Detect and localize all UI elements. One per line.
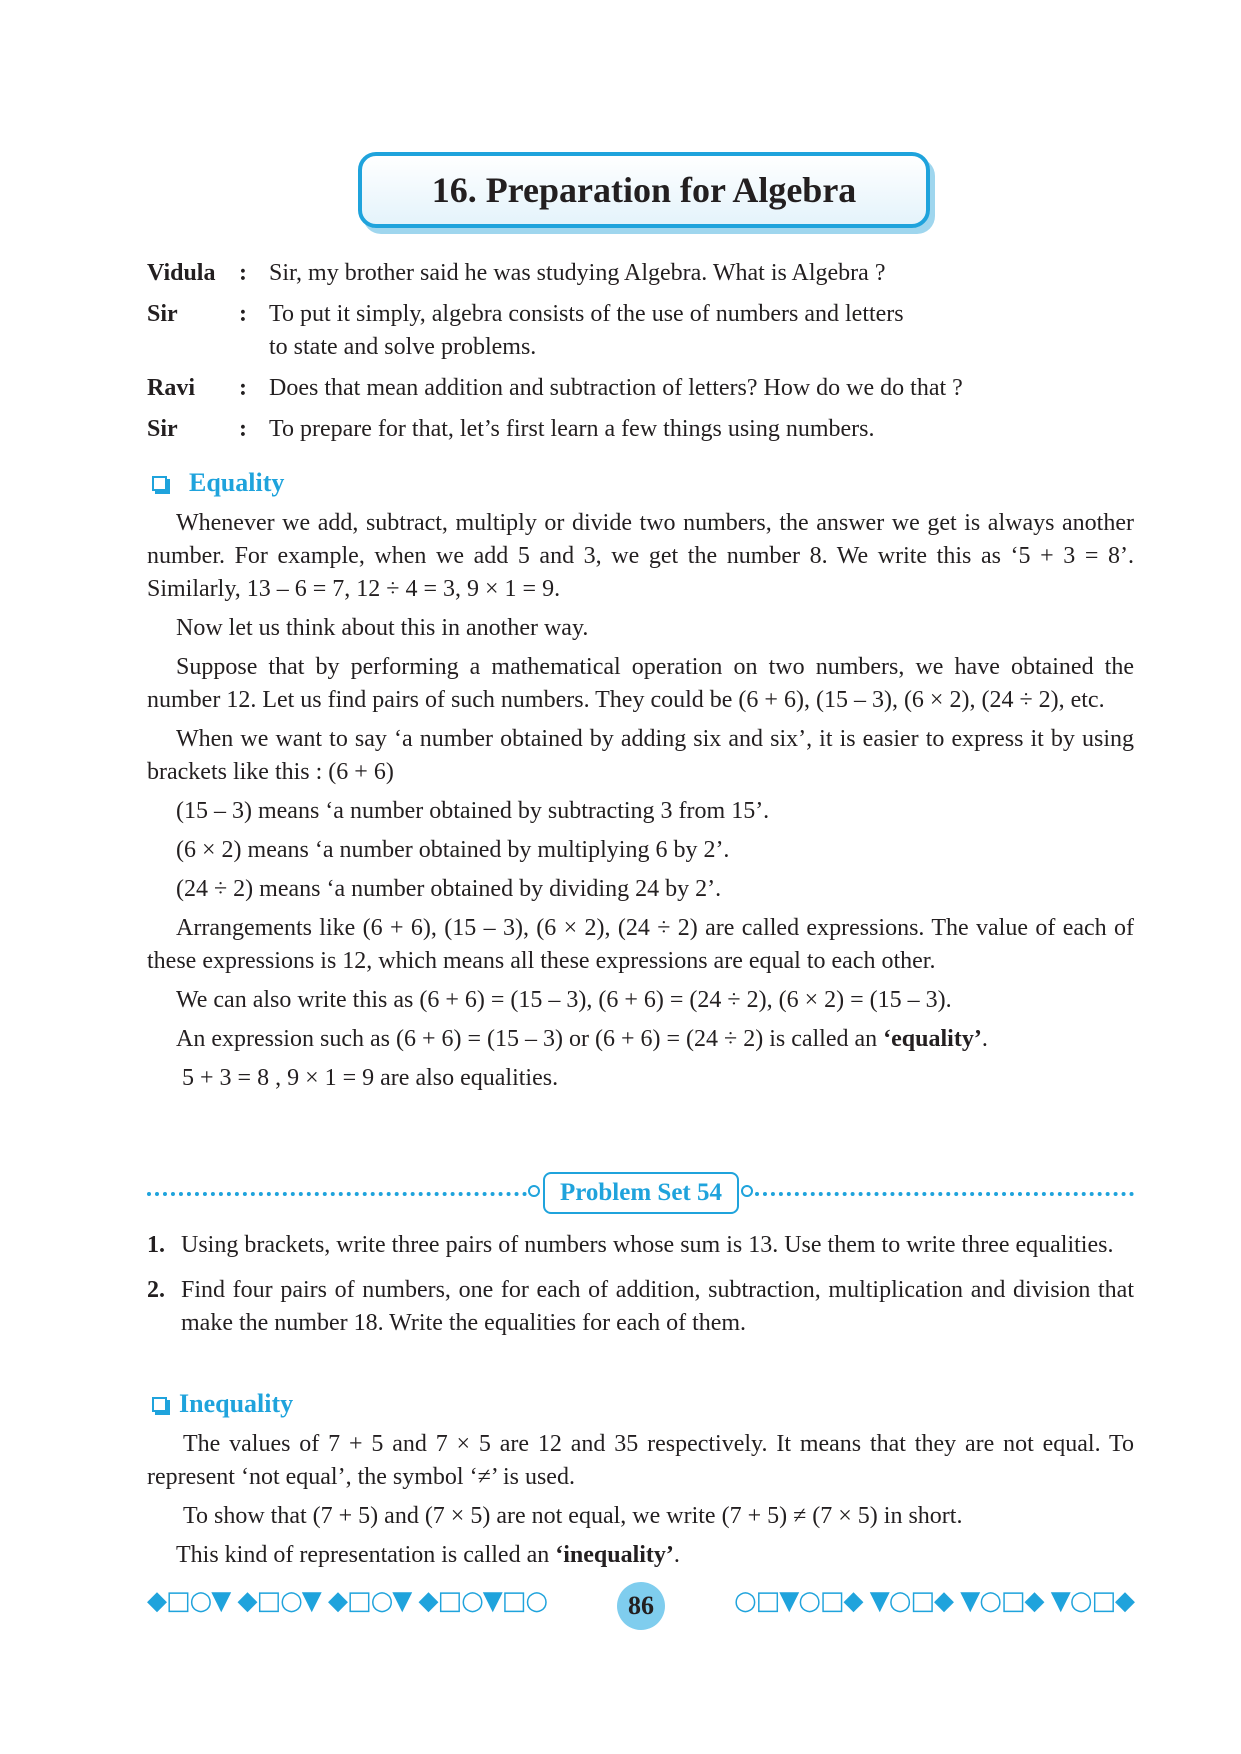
- speaker-colon: :: [239, 416, 247, 442]
- speaker-name: Sir: [147, 301, 178, 327]
- ring-icon: [528, 1185, 540, 1197]
- problem-set-banner: [147, 1172, 1134, 1216]
- dialogue: [147, 257, 1097, 454]
- paragraph: [147, 1539, 1134, 1572]
- problem-set-label: Problem Set 54: [559, 1179, 722, 1206]
- dialogue-line-part: to state and solve problems.: [269, 334, 537, 360]
- problem-item: [147, 1274, 1134, 1340]
- paragraph: [147, 1023, 1134, 1056]
- chapter-title: 16. Preparation for Algebra: [431, 170, 857, 210]
- paragraph: (15 – 3) means ‘a number obtained by subtracting 3 from 15’.: [176, 798, 770, 824]
- problem-item: [147, 1229, 1134, 1262]
- dialogue-row: [147, 257, 1097, 290]
- speaker-name: Ravi: [147, 375, 195, 401]
- paragraph: To show that (7 + 5) and (7 × 5) are not equal, we write (7 + 5) ≠ (7 × 5) in short.: [183, 1503, 963, 1529]
- paragraph: We can also write this as (6 + 6) = (15 – 3), (6 + 6) = (24 ÷ 2), (6 × 2) = (15 – 3).: [176, 987, 952, 1013]
- problem-number: 2.: [147, 1277, 165, 1303]
- text-run: This kind of representation is called an: [176, 1542, 556, 1568]
- problem-text: Find four pairs of numbers, one for each of addition, subtraction, multiplication and division that make the number 18. Write the equalities for each of them.: [181, 1277, 1134, 1336]
- speaker-colon: :: [239, 301, 247, 327]
- dotted-rule-left: [147, 1192, 527, 1196]
- chapter-title-box: [358, 152, 930, 228]
- section-heading-text: Equality: [189, 468, 285, 497]
- dialogue-line: Sir, my brother said he was studying Algebra. What is Algebra ?: [269, 260, 886, 286]
- dialogue-line-part: To put it simply, algebra consists of the use of numbers and letters: [269, 301, 904, 327]
- page-footer: [147, 1582, 1134, 1630]
- page-number: 86: [628, 1591, 654, 1620]
- text-run: An expression such as (6 + 6) = (15 – 3) or (6 + 6) = (24 ÷ 2) is called an: [176, 1026, 884, 1052]
- speaker-colon: :: [239, 375, 247, 401]
- paragraph: (24 ÷ 2) means ‘a number obtained by dividing 24 by 2’.: [176, 876, 722, 902]
- speaker-name: Vidula: [147, 260, 216, 286]
- section-heading-text: Inequality: [179, 1389, 294, 1418]
- text-run: .: [981, 1026, 988, 1052]
- dialogue-line: To prepare for that, let’s first learn a few things using numbers.: [269, 416, 875, 442]
- section-heading-equality: [150, 468, 284, 498]
- key-term: ‘equality’: [883, 1026, 982, 1052]
- section-heading-inequality: [150, 1389, 293, 1419]
- dialogue-line: [269, 298, 1097, 364]
- footer-ornament-right: ○□▼○□◆ ▼○□◆ ▼○□◆ ▼○□◆: [733, 1586, 1134, 1616]
- page-number-badge: [617, 1582, 665, 1630]
- paragraph: Whenever we add, subtract, multiply or divide two numbers, the answer we get is always another number. For example, when we add 5 and 3, we get the number 8. We write this as ‘5 + 3 = 8’. Similarly, 13 – 6 = 7, 12 ÷ 4 = 3, 9 × 1 = 9.: [147, 510, 1134, 602]
- dialogue-row: [147, 372, 1097, 405]
- dialogue-row: [147, 413, 1097, 446]
- ring-icon: [741, 1185, 753, 1197]
- problem-text: Using brackets, write three pairs of numbers whose sum is 13. Use them to write three equalities.: [181, 1232, 1114, 1258]
- problem-list: [147, 1229, 1134, 1352]
- square-bullet-icon: [152, 1397, 167, 1412]
- dialogue-line: Does that mean addition and subtraction of letters? How do we do that ?: [269, 375, 963, 401]
- paragraph: Suppose that by performing a mathematical operation on two numbers, we have obtained the number 12. Let us find pairs of such numbers. They could be (6 + 6), (15 – 3), (6 × 2), (24 ÷ 2), etc.: [147, 654, 1134, 713]
- dialogue-row: [147, 298, 1097, 364]
- text-run: .: [673, 1542, 680, 1568]
- key-term: ‘inequality’: [555, 1542, 674, 1568]
- square-bullet-icon: [152, 476, 167, 491]
- paragraph: 5 + 3 = 8 , 9 × 1 = 9 are also equalities.: [182, 1065, 559, 1091]
- inequality-section: [147, 1428, 1134, 1578]
- problem-set-label-box: [543, 1172, 739, 1214]
- problem-number: 1.: [147, 1232, 165, 1258]
- equality-section: [147, 507, 1134, 1101]
- paragraph: Now let us think about this in another way.: [176, 615, 589, 641]
- paragraph: The values of 7 + 5 and 7 × 5 are 12 and 35 respectively. It means that they are not equal. To represent ‘not equal’, the symbol ‘≠’ is used.: [147, 1431, 1134, 1490]
- footer-ornament-left: ◆□○▼ ◆□○▼ ◆□○▼ ◆□○▼□○: [147, 1586, 548, 1616]
- paragraph: Arrangements like (6 + 6), (15 – 3), (6 × 2), (24 ÷ 2) are called expressions. The value of each of these expressions is 12, which means all these expressions are equal to each other.: [147, 915, 1134, 974]
- paragraph: When we want to say ‘a number obtained by adding six and six’, it is easier to express it by using brackets like this : (6 + 6): [147, 726, 1134, 785]
- speaker-name: Sir: [147, 416, 178, 442]
- paragraph: (6 × 2) means ‘a number obtained by multiplying 6 by 2’.: [176, 837, 730, 863]
- speaker-colon: :: [239, 260, 247, 286]
- dotted-rule-right: [755, 1192, 1134, 1196]
